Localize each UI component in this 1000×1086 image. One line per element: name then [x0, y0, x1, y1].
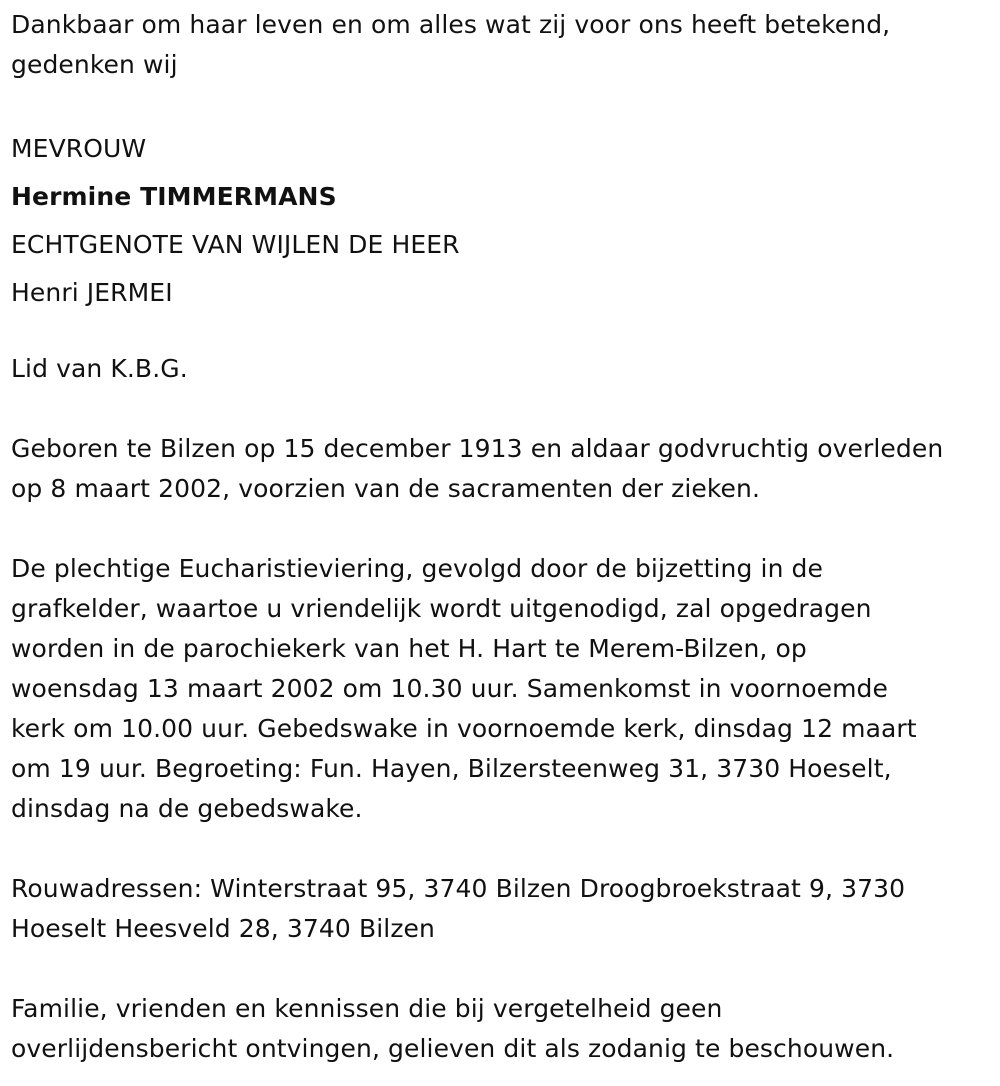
ceremony-line-3: worden in de parochiekerk van het H. Hart te Merem-Bilzen, op: [11, 634, 807, 663]
birth-death-paragraph: [11, 429, 991, 509]
addresses-line-1: Rouwadressen: Winterstraat 95, 3740 Bilzen Droogbroekstraat 9, 3730: [11, 874, 906, 903]
birth-death-line-1: Geboren te Bilzen op 15 december 1913 en aldaar godvruchtig overleden: [11, 434, 944, 463]
deceased-relation: ECHTGENOTE VAN WIJLEN DE HEER: [11, 230, 460, 259]
deceased-block: [11, 125, 991, 317]
ceremony-line-2: grafkelder, waartoe u vriendelijk wordt uitgenodigd, zal opgedragen: [11, 594, 872, 623]
addresses-line-2: Hoeselt Heesveld 28, 3740 Bilzen: [11, 914, 435, 943]
deceased-name: Hermine TIMMERMANS: [11, 182, 337, 211]
ceremony-line-1: De plechtige Eucharistieviering, gevolgd door de bijzetting in de: [11, 554, 824, 583]
membership-paragraph: [11, 349, 991, 389]
closing-line-2: overlijdensbericht ontvingen, gelieven dit als zodanig te beschouwen.: [11, 1034, 895, 1063]
addresses-paragraph: [11, 869, 991, 949]
birth-death-line-2: op 8 maart 2002, voorzien van de sacramenten der zieken.: [11, 474, 761, 503]
obituary-document: [11, 5, 991, 1069]
ceremony-line-7: dinsdag na de gebedswake.: [11, 794, 363, 823]
closing-paragraph: [11, 989, 991, 1069]
ceremony-line-5: kerk om 10.00 uur. Gebedswake in voornoemde kerk, dinsdag 12 maart: [11, 714, 917, 743]
closing-line-1: Familie, vrienden en kennissen die bij vergetelheid geen: [11, 994, 723, 1023]
ceremony-line-6: om 19 uur. Begroeting: Fun. Hayen, Bilzersteenweg 31, 3730 Hoeselt,: [11, 754, 892, 783]
deceased-spouse: Henri JERMEI: [11, 278, 173, 307]
ceremony-paragraph: [11, 549, 991, 829]
intro-line-1: Dankbaar om haar leven en om alles wat zij voor ons heeft betekend,: [11, 10, 891, 39]
intro-line-2: gedenken wij: [11, 50, 178, 79]
ceremony-line-4: woensdag 13 maart 2002 om 10.30 uur. Samenkomst in voornoemde: [11, 674, 888, 703]
deceased-title: MEVROUW: [11, 134, 147, 163]
membership-text: Lid van K.B.G.: [11, 354, 188, 383]
intro-paragraph: [11, 5, 991, 85]
